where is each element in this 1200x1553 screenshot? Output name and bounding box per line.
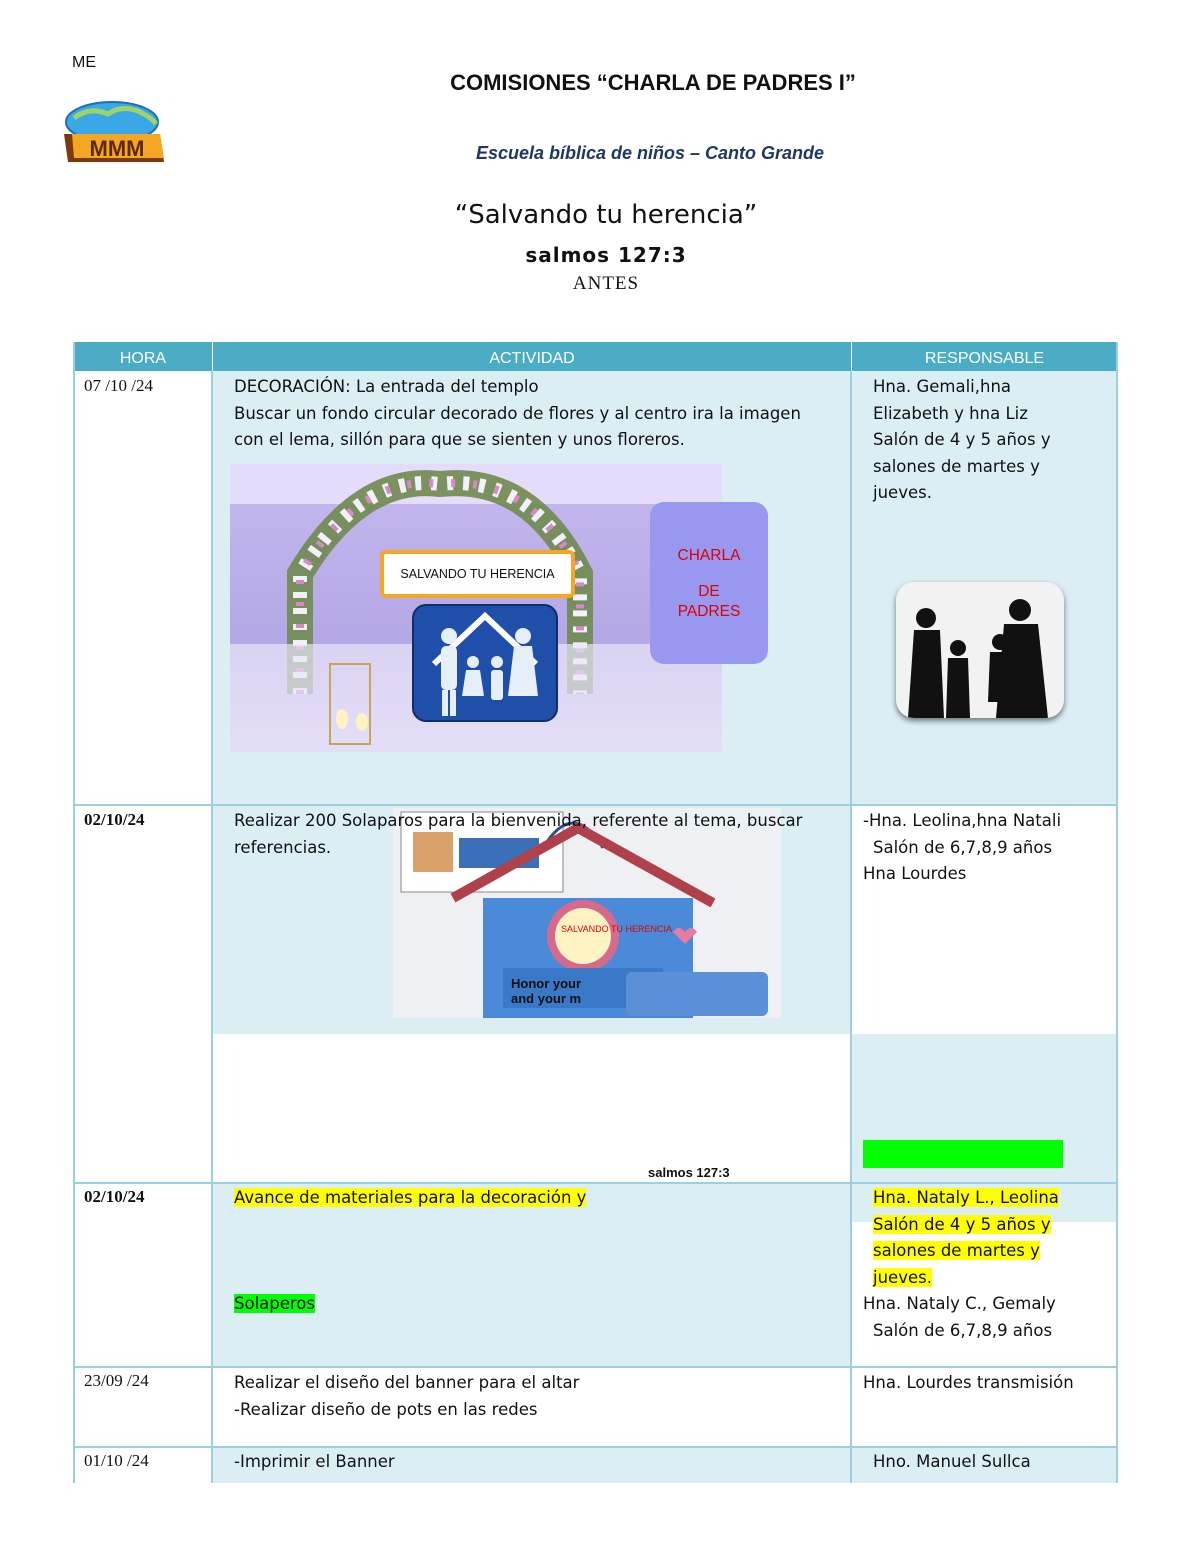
solapero-overlay-box [626, 972, 768, 1016]
grid-line [74, 804, 1117, 806]
solapero-caption-line: Honor your [511, 976, 582, 991]
row1-activity-line1: La entrada del templo [350, 377, 539, 396]
row4-activity [234, 1370, 844, 1423]
salvando-banner: SALVANDO TU HERENCIA [380, 550, 575, 598]
row3-activity-line1 [234, 1185, 586, 1212]
grid-line [74, 1182, 1117, 1184]
me-label: ME [72, 54, 96, 71]
theme-title: “Salvando tu herencia” [454, 200, 758, 230]
row3-responsible-line: jueves. [873, 1267, 932, 1287]
solapero-caption-line: and your m [511, 991, 582, 1006]
theme-verse: salmos 127:3 [525, 243, 687, 267]
page-subtitle: Escuela bíblica de niños – Canto Grande [475, 143, 825, 163]
row2-responsible-line: -Hna. Leolina,hna Natali [863, 811, 1062, 830]
row3-activity-highlight: Solaperos [234, 1294, 316, 1313]
row1-responsible-line: salones de martes y [873, 456, 1040, 476]
row1-responsible-line: Salón de 4 y 5 años y [873, 430, 1051, 449]
grid-line [211, 371, 213, 1483]
grid-line [74, 1446, 1117, 1448]
row2-activity-line1: Realizar 200 Solaparos para la bienvenida, referente al tema, buscar [234, 811, 803, 830]
row3-responsible-highlighted [873, 1185, 1113, 1291]
row5-date: 01/10 /24 [84, 1451, 149, 1470]
row3-activity-line2 [234, 1291, 315, 1318]
column-header-responsable: RESPONSABLE [852, 342, 1117, 371]
charla-card-line: DE [698, 583, 720, 600]
row3-responsible-line: salones de martes y [873, 1241, 1040, 1260]
row2-responsible-line: Hna Lourdes [863, 864, 967, 883]
row4-responsible: Hna. Lourdes transmisión [863, 1373, 1074, 1392]
row2-activity-line2: referencias. [234, 837, 332, 857]
family-icon [412, 604, 558, 722]
row1-responsible-line: Elizabeth y hna Liz [873, 403, 1028, 423]
hora-column-bg [74, 371, 212, 1483]
row1-responsible-line: Hna. Gemali,hna [873, 377, 1012, 396]
page-title: COMISIONES “CHARLA DE PADRES I” [450, 70, 856, 95]
row2-date: 02/10/24 [84, 810, 145, 829]
column-header-actividad: ACTIVIDAD [213, 342, 851, 371]
row1-activity-line2: Buscar un fondo circular decorado de flores y al centro ira la imagen [234, 403, 801, 423]
row4-activity-line2: -Realizar diseño de pots en las redes [234, 1399, 538, 1419]
row3-responsible-line: Salón de 6,7,8,9 años [873, 1320, 1053, 1340]
row1-responsible [873, 374, 1113, 507]
row3-responsible-line: Salón de 4 y 5 años y [873, 1214, 1051, 1234]
row2-activity [234, 808, 844, 861]
row2-responsible [863, 808, 1113, 888]
grid-line [73, 342, 75, 1483]
row2-responsible-line: Salón de 6,7,8,9 años [873, 837, 1053, 857]
row1-date: 07 /10 /24 [84, 376, 153, 395]
solapero-caption [511, 976, 581, 1006]
logo-text: MMM [89, 136, 145, 161]
row1-activity-title: DECORACIÓN: [234, 377, 351, 396]
row3-responsible-line: Hna. Nataly L., Leolina [873, 1188, 1059, 1207]
praying-silhouette-photo [896, 582, 1064, 718]
row3-responsible [863, 1291, 1113, 1344]
section-label: ANTES [572, 273, 640, 294]
grid-line [1116, 342, 1118, 1483]
row1-activity [234, 374, 844, 454]
charla-card [650, 502, 768, 664]
row3-date: 02/10/24 [84, 1187, 145, 1206]
grid-line [850, 371, 852, 1483]
row4-date: 23/09 /24 [84, 1371, 149, 1390]
solapero-text: SALVANDO TU HERENCIA [561, 924, 673, 934]
row1-responsible-line: jueves. [873, 483, 932, 502]
row5-activity: -Imprimir el Banner [234, 1452, 395, 1471]
green-highlight-bar [863, 1140, 1063, 1168]
row5-responsible: Hno. Manuel Sullca [873, 1452, 1031, 1471]
row4-activity-line1: Realizar el diseño del banner para el altar [234, 1373, 580, 1392]
row3-activity-highlight: Avance de materiales para la decoración y [234, 1188, 587, 1207]
verse-note: salmos 127:3 [648, 1165, 730, 1180]
row2-activity-extra [213, 1034, 851, 1182]
charla-card-line: CHARLA [677, 547, 741, 564]
charla-card-line: PADRES [677, 603, 741, 620]
column-header-hora: HORA [74, 342, 212, 371]
row1-activity-line3: con el lema, sillón para que se sienten y unos floreros. [234, 430, 685, 449]
grid-line [74, 1366, 1117, 1368]
row3-responsible-line: Hna. Nataly C., Gemaly [863, 1294, 1056, 1313]
